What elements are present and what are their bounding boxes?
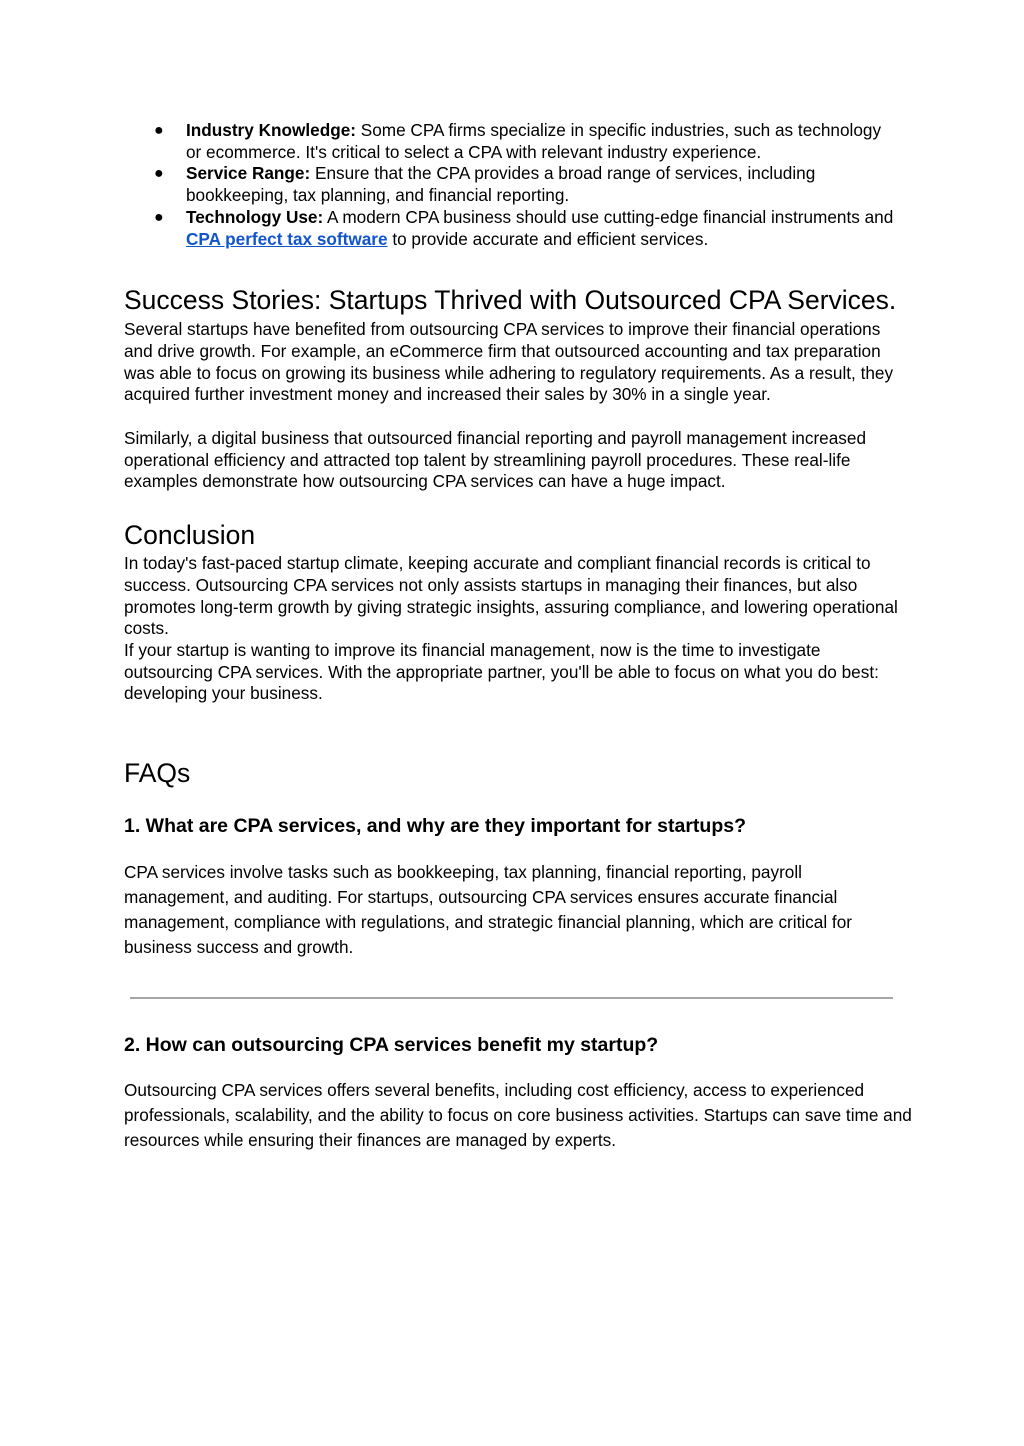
conclusion-heading: Conclusion [124,520,256,551]
faq-question-2: 2. How can outsourcing CPA services benefit my startup? [124,1034,659,1057]
conclusion-paragraph-2: If your startup is wanting to improve its financial management, now is the time to investigate outsourcing CPA services. With the appropriate partner, you'll be able to focus on what you do best: developing your business. [124,639,879,704]
bullet-icon: ● [154,165,164,183]
cpa-software-link[interactable]: CPA perfect tax software [186,228,388,249]
bullet-icon: ● [154,208,164,226]
bullet-text: Some CPA firms specialize in specific industries, such as technology or ecommerce. It's critical to select a CPA with relevant industry experience. [186,120,882,162]
document-page [124,120,912,1153]
bullet-text: A modern CPA business should use cutting-edge financial instruments and [323,206,894,227]
faq-answer-2: Outsourcing CPA services offers several benefits, including cost efficiency, access to experienced professionals, scalability, and the ability to focus on core business activities. Startups can save time and resources while ensuring their finances are managed by experts. [124,1080,912,1151]
success-paragraph-2: Similarly, a digital business that outsourced financial reporting and payroll management increased operational efficiency and attracted top talent by streamlining payroll procedures. These real-life examples demonstrate how outsourcing CPA services can have a huge impact. [124,428,867,492]
list-item [124,163,900,206]
bullet-label: Industry Knowledge: [186,120,356,140]
bullet-text: Ensure that the CPA provides a broad range of services, including bookkeeping, tax planning, and financial reporting. [186,163,816,206]
criteria-list [124,120,900,250]
faq-question-1: 1. What are CPA services, and why are they important for startups? [124,815,747,838]
success-stories-heading: Success Stories: Startups Thrived with Outsourced CPA Services. [124,285,897,316]
list-item [124,120,900,163]
faqs-heading: FAQs [124,758,191,789]
list-item [124,207,900,250]
conclusion-paragraph-1: In today's fast-paced startup climate, keeping accurate and compliant financial records is critical to success. Outsourcing CPA services not only assists startups in managing their finances, but also promotes long-term growth by giving strategic insights, assuring compliance, and lowering operational costs. [124,553,898,639]
faq-answer-1: CPA services involve tasks such as bookkeeping, tax planning, financial reporting, payroll management, and auditing. For startups, outsourcing CPA services ensures accurate financial management, compliance with regulations, and strategic financial planning, which are critical for business success and growth. [124,862,852,958]
bullet-label: Service Range: [186,163,311,184]
bullet-label: Technology Use: [186,206,324,227]
bullet-icon: ● [154,122,164,139]
bullet-text: to provide accurate and efficient services. [387,228,709,249]
success-paragraph-1: Several startups have benefited from outsourcing CPA services to improve their financial operations and drive growth. For example, an eCommerce firm that outsourced accounting and tax preparation was able to focus on growing its business while adhering to regulatory requirements. As a result, they acquired further investment money and increased their sales by 30% in a single year. [124,319,894,405]
section-divider [130,997,893,999]
